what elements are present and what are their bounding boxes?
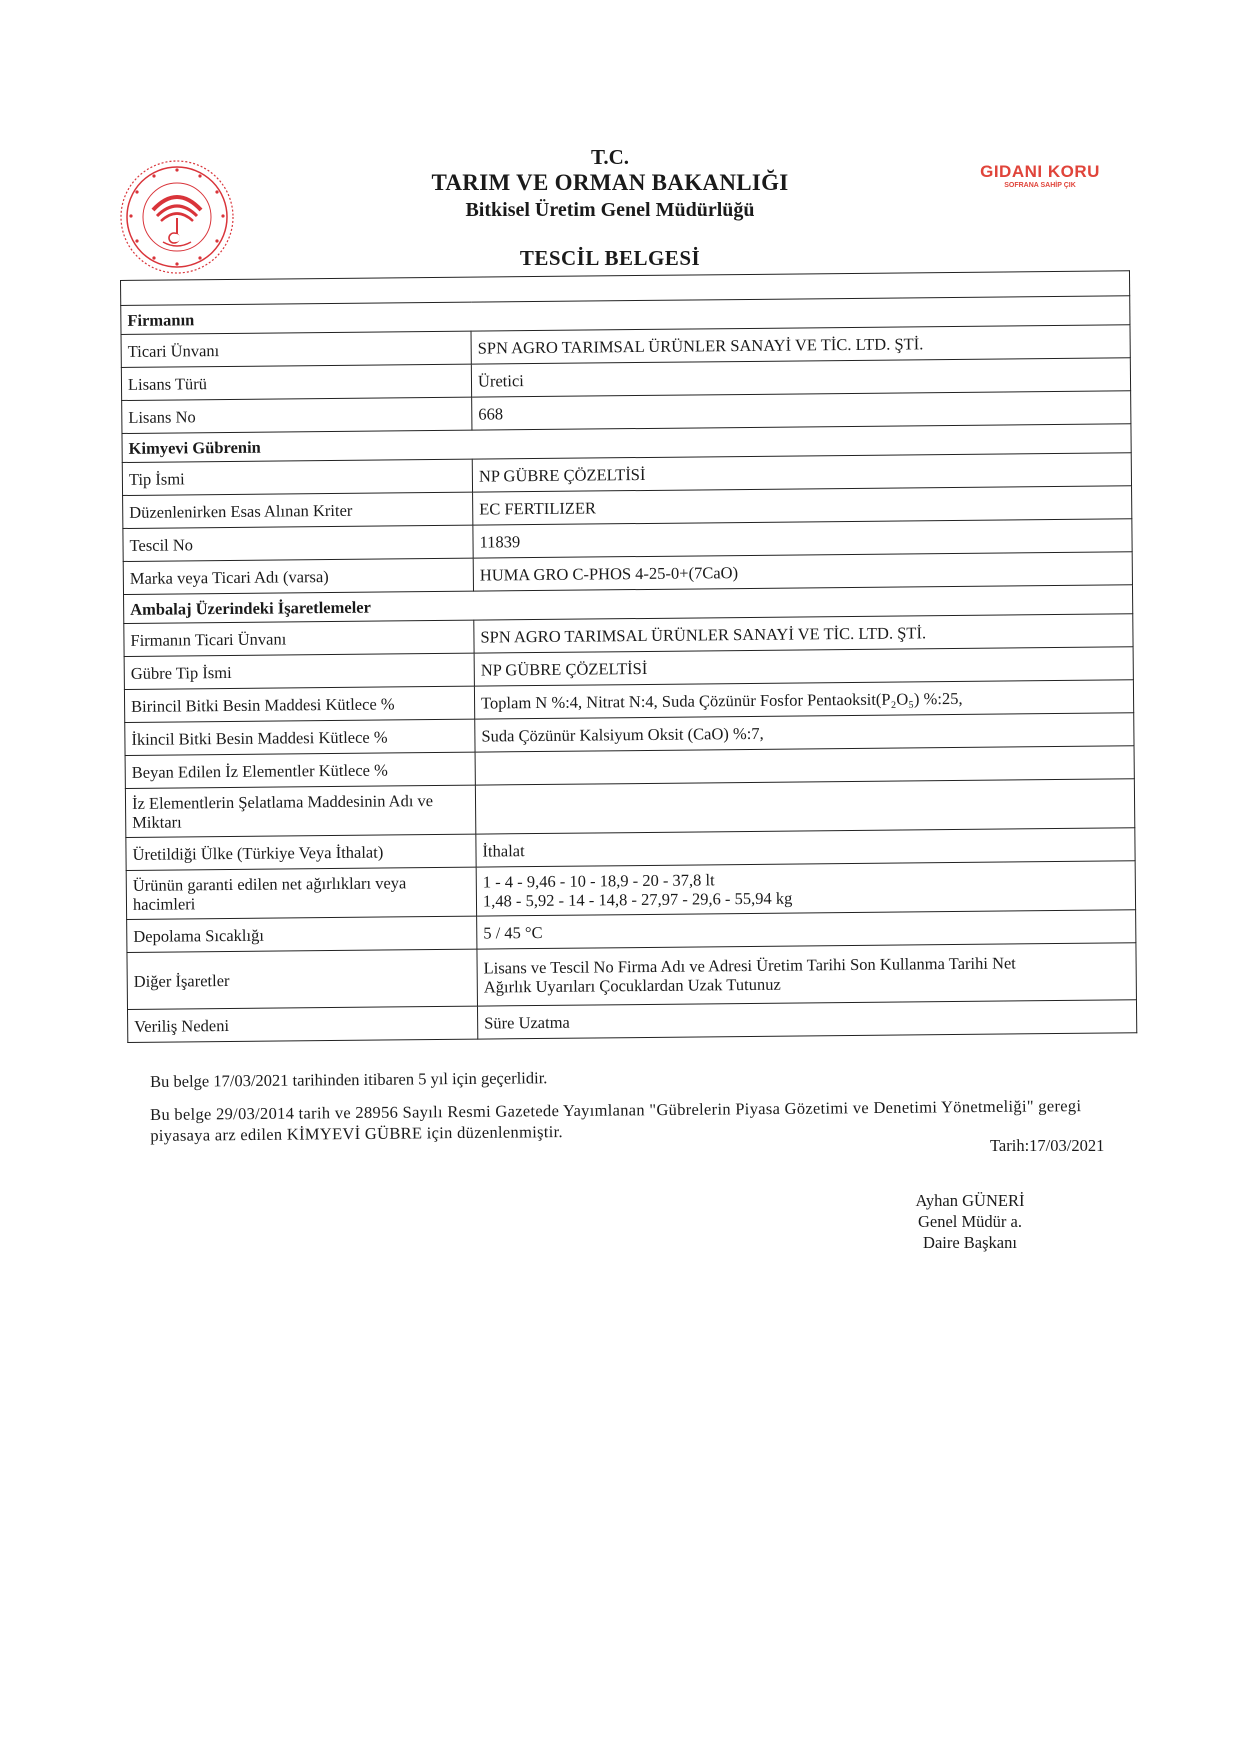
row-label: Gübre Tip İsmi xyxy=(124,653,474,689)
row-label: Üretildiği Ülke (Türkiye Veya İthalat) xyxy=(126,834,476,870)
document-header xyxy=(380,145,840,223)
ministry-seal-icon xyxy=(117,158,237,276)
signatory-title: Genel Müdür a. xyxy=(917,1212,1022,1231)
row-value: NP GÜBRE ÇÖZELTİSİ xyxy=(472,453,1131,492)
row-label: Beyan Edilen İz Elementler Kütlece % xyxy=(125,752,475,788)
row-value: NP GÜBRE ÇÖZELTİSİ xyxy=(474,647,1133,686)
section-heading: Firmanın xyxy=(121,296,1130,335)
row-value: Suda Çözünür Kalsiyum Oksit (CaO) %:7, xyxy=(475,713,1134,752)
net-weight-line: 1,48 - 5,92 - 14 - 14,8 - 27,97 - 29,6 - 55,94 kg xyxy=(482,888,793,911)
row-label: Tescil No xyxy=(123,525,473,561)
row-value: Üretici xyxy=(471,358,1130,397)
row-value: EC FERTILIZER xyxy=(473,486,1132,525)
department-name: Bitkisel Üretim Genel Müdürlüğü xyxy=(465,199,755,221)
row-label: Birincil Bitki Besin Maddesi Kütlece % xyxy=(124,686,474,722)
row-value xyxy=(477,943,1137,1006)
header-tc: T.C. xyxy=(590,145,630,169)
row-label: Lisans No xyxy=(122,397,472,433)
document-title: TESCİL BELGESİ xyxy=(519,246,701,270)
signature-block xyxy=(905,1190,1035,1253)
row-value xyxy=(475,779,1134,834)
row-label: Ticari Ünvanı xyxy=(121,331,471,367)
row-label: Düzenlenirken Esas Alınan Kriter xyxy=(123,492,473,528)
row-value: Toplam N %:4, Nitrat N:4, Suda Çözünür Fosfor Pentaoksit(P₂O₅) %:25, xyxy=(474,680,1133,719)
campaign-badge xyxy=(980,163,1100,191)
row-label: Marka veya Ticari Adı (varsa) xyxy=(123,558,473,594)
row-value: SPN AGRO TARIMSAL ÜRÜNLER SANAYİ VE TİC. LTD. ŞTİ. xyxy=(474,614,1133,653)
row-value: İthalat xyxy=(476,828,1135,867)
row-label: Tip İsmi xyxy=(122,459,472,495)
row-value: 5 / 45 °C xyxy=(477,910,1136,949)
signatory-name: Ayhan GÜNERİ xyxy=(915,1191,1025,1210)
badge-tagline: SOFRANA SAHİP ÇIK xyxy=(1004,182,1076,189)
row-label: Lisans Türü xyxy=(121,364,471,400)
registration-table xyxy=(120,270,1137,1043)
row-value: 668 xyxy=(472,391,1131,430)
row-label: Veriliş Nedeni xyxy=(128,1006,478,1042)
row-value xyxy=(476,861,1135,916)
row-label: İkincil Bitki Besin Maddesi Kütlece % xyxy=(125,719,475,755)
other-marks-line: Lisans ve Tescil No Firma Adı ve Adresi Üretim Tarihi Son Kullanma Tarihi Net xyxy=(483,953,1016,978)
row-label: Ürünün garanti edilen net ağırlıkları veya hacimleri xyxy=(126,867,476,919)
other-marks-line: Ağırlık Uyarıları Çocuklardan Uzak Tutunuz xyxy=(483,974,781,997)
section-heading: Ambalaj Üzerindeki İşaretlemeler xyxy=(124,585,1133,624)
issue-date: Tarih:17/03/2021 xyxy=(990,1136,1105,1155)
net-volume-line: 1 - 4 - 9,46 - 10 - 18,9 - 20 - 37,8 lt xyxy=(482,870,715,892)
row-value: HUMA GRO C-PHOS 4-25-0+(7CaO) xyxy=(473,552,1132,591)
ministry-name: TARIM VE ORMAN BAKANLIĞI xyxy=(431,170,789,195)
table-row xyxy=(127,943,1137,1010)
signatory-position: Daire Başkanı xyxy=(923,1233,1017,1252)
validity-statement: Bu belge 17/03/2021 tarihinden itibaren 5 yıl için geçerlidir. xyxy=(150,1068,548,1091)
section-heading: Kimyevi Gübrenin xyxy=(122,424,1131,463)
row-value: Süre Uzatma xyxy=(477,1000,1136,1039)
row-label: İz Elementlerin Şelatlama Maddesinin Adı ve Miktarı xyxy=(125,785,475,837)
row-label: Depolama Sıcaklığı xyxy=(127,916,477,952)
row-value: 11839 xyxy=(473,519,1132,558)
badge-name: GIDANI KORU xyxy=(980,162,1100,181)
row-label: Firmanın Ticari Ünvanı xyxy=(124,620,474,656)
row-label: Diğer İşaretler xyxy=(127,949,478,1009)
row-value: SPN AGRO TARIMSAL ÜRÜNLER SANAYİ VE TİC. LTD. ŞTİ. xyxy=(471,325,1130,364)
legal-footnote: Bu belge 29/03/2014 tarih ve 28956 Sayılı Resmi Gazetede Yayımlanan "Gübrelerin Piyasa Gözetimi ve Denetimi Yönetmeliği" geregi piyasaya arz edilen KİMYEVİ GÜBRE için düzenlenmiştir. xyxy=(150,1096,1082,1145)
